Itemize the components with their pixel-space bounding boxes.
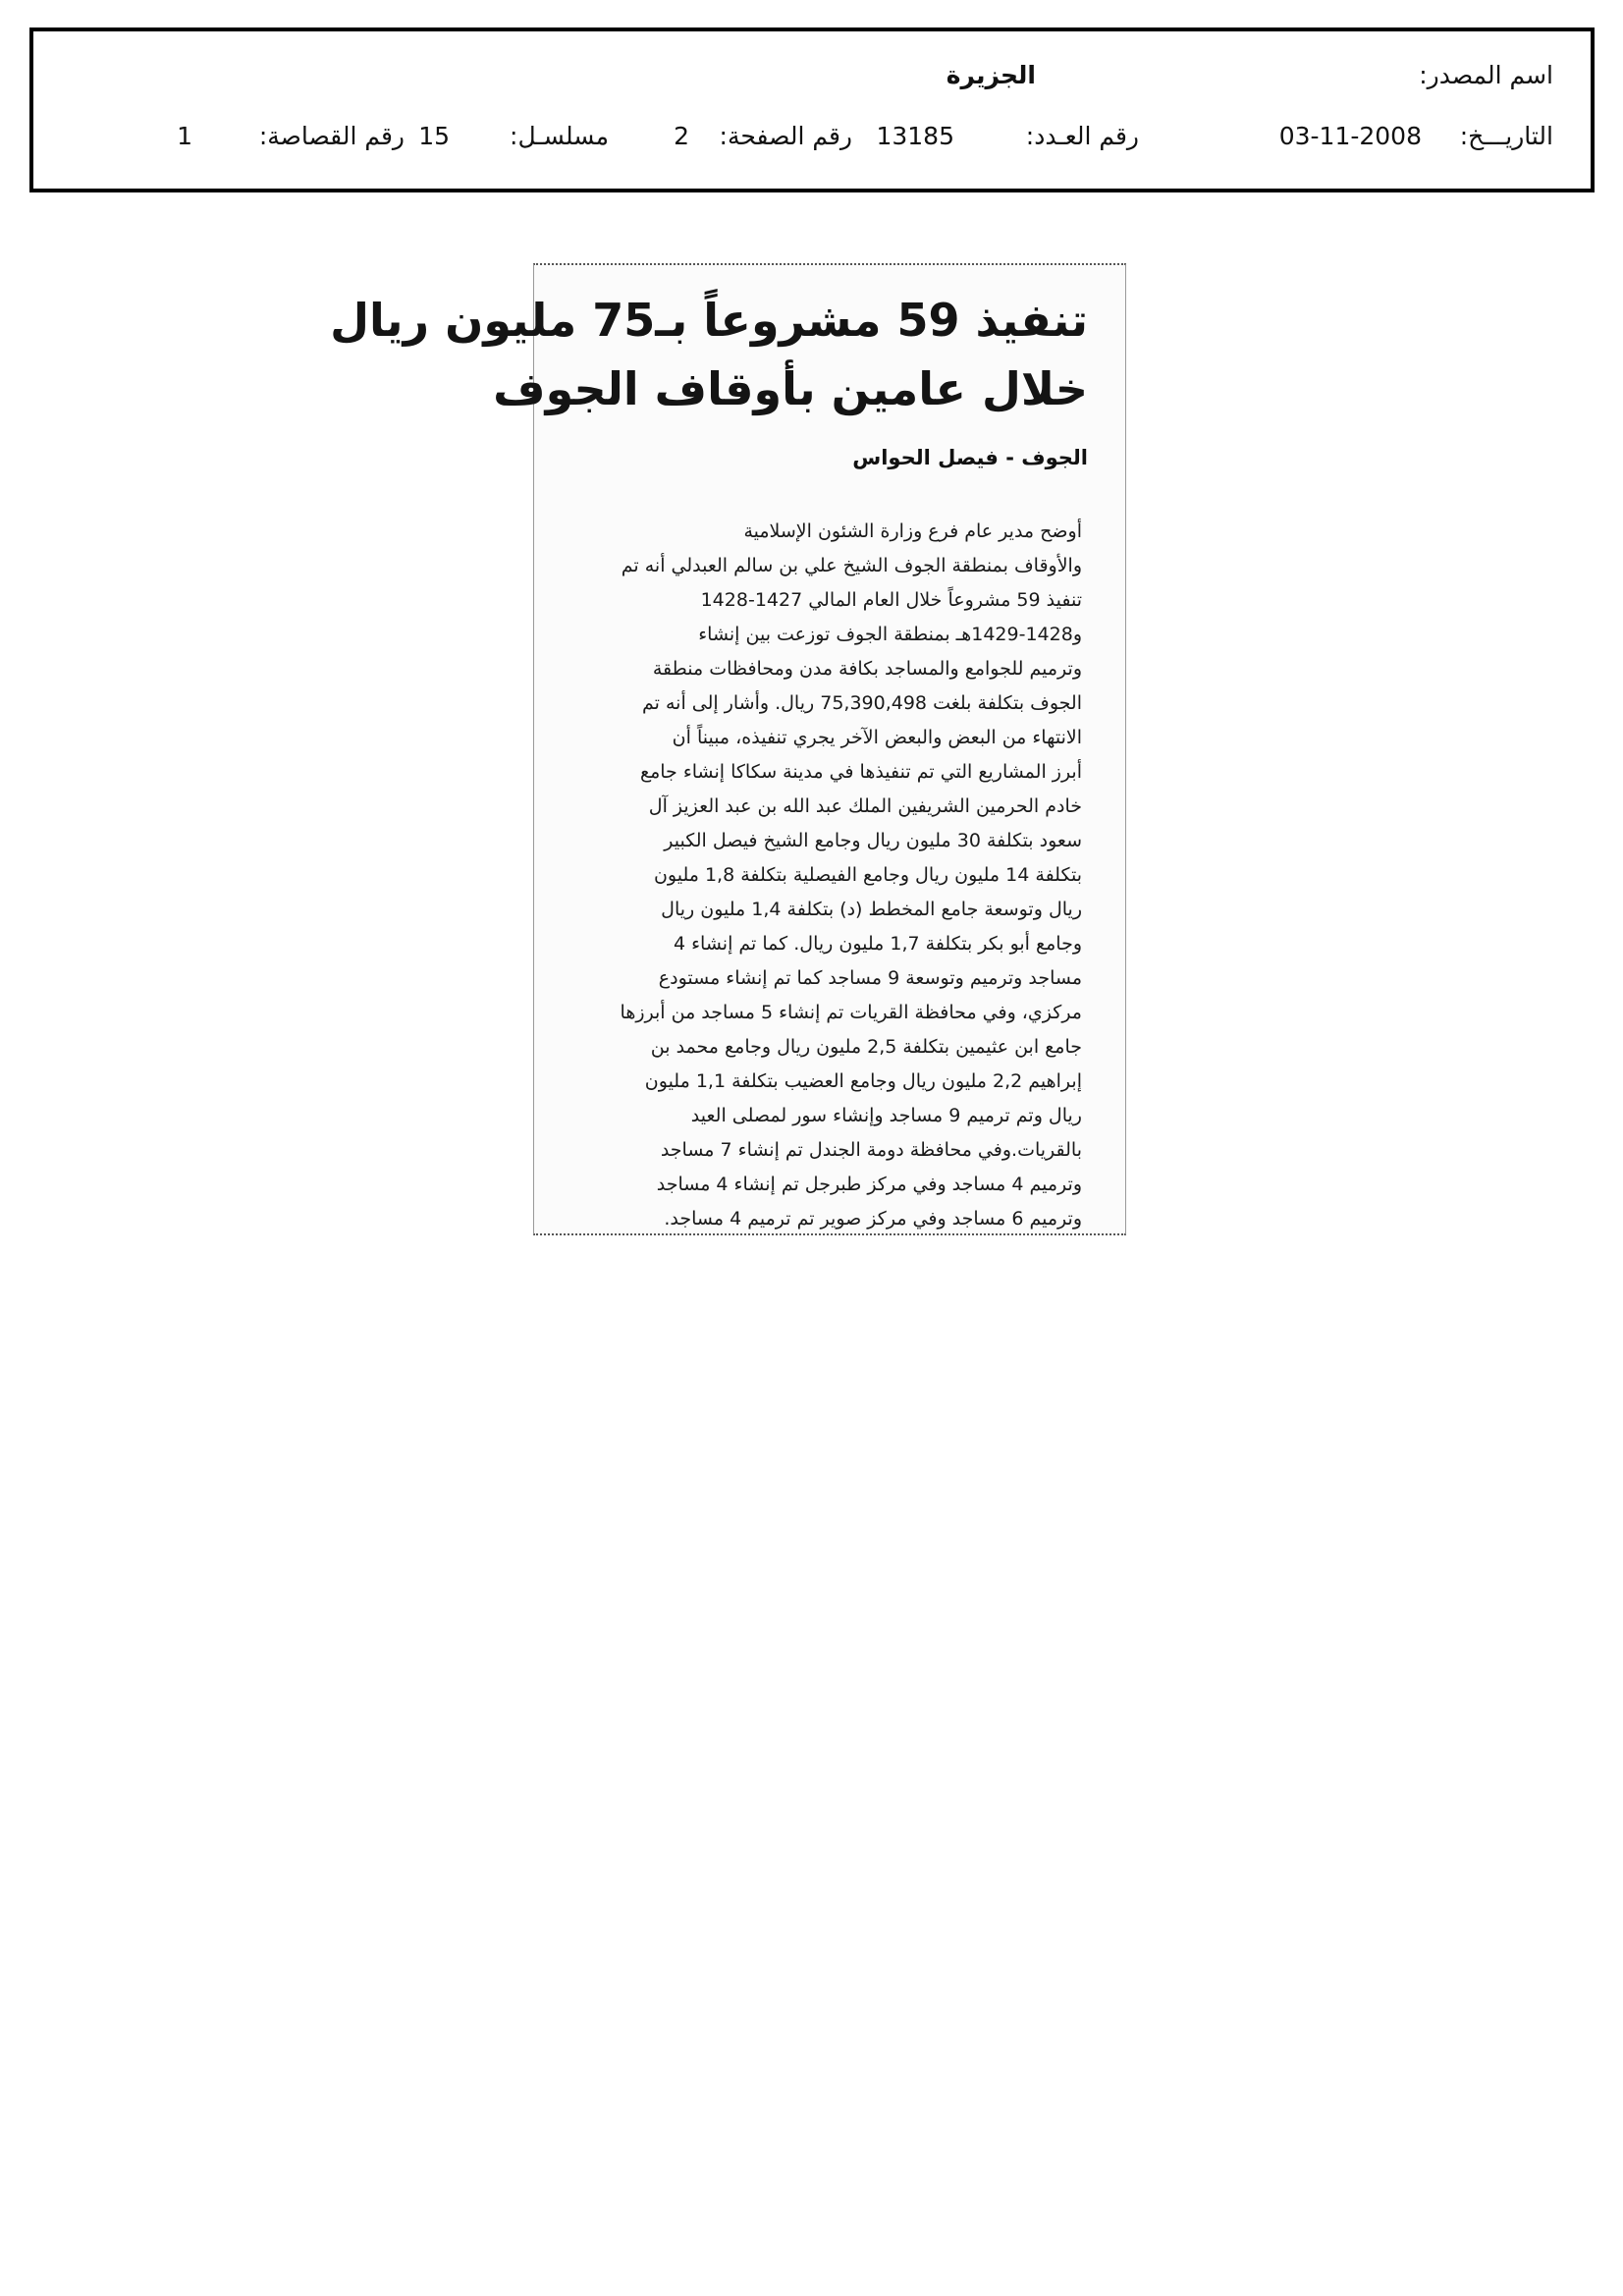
article-line: بتكلفة 14 مليون ريال وجامع الفيصلية بتكلفة 1,8 مليون [653, 864, 1082, 886]
article-line: خادم الحرمين الشريفين الملك عبد الله بن عبد العزيز آل [648, 795, 1082, 817]
article-line: أوضح مدير عام فرع وزارة الشئون الإسلامية [743, 520, 1082, 542]
source-label: اسم المصدر: [1419, 61, 1553, 89]
article-line: والأوقاف بمنطقة الجوف الشيخ علي بن سالم العبدلي أنه تم [621, 555, 1082, 576]
article-line: وترميم للجوامع والمساجد بكافة مدن ومحافظات منطقة [652, 658, 1082, 680]
article-body [571, 515, 1082, 1236]
article-line: سعود بتكلفة 30 مليون ريال وجامع الشيخ فيصل الكبير [664, 830, 1082, 851]
page-number-value: 2 [674, 122, 689, 150]
page-number-label: رقم الصفحة: [719, 122, 852, 150]
serial-label: مسلسـل: [510, 122, 609, 150]
article-line: مساجد وترميم وتوسعة 9 مساجد كما تم إنشاء مستودع [658, 967, 1082, 989]
byline: الجوف - فيصل الحواس [852, 446, 1088, 469]
article-line: ريال وتم ترميم 9 مساجد وإنشاء سور لمصلى العيد [690, 1105, 1082, 1126]
article-line: أبرز المشاريع التي تم تنفيذها في مدينة سكاكا إنشاء جامع [639, 761, 1082, 783]
date-label: التاريـــخ: [1459, 122, 1553, 150]
headline-line-2: خلال عامين بأوقاف الجوف [493, 362, 1088, 415]
date-value: 03-11-2008 [1278, 122, 1422, 150]
article-line: إبراهيم 2,2 مليون ريال وجامع العضيب بتكلفة 1,1 مليون [644, 1070, 1082, 1092]
serial-value: 15 [418, 122, 450, 150]
headline-line-1: تنفيذ 59 مشروعاً بـ75 مليون ريال [330, 294, 1088, 347]
article-line: وجامع أبو بكر بتكلفة 1,7 مليون ريال. كما تم إنشاء 4 [673, 933, 1082, 955]
article-line: الانتهاء من البعض والبعض الآخر يجري تنفيذه، مبيناً أن [672, 727, 1082, 748]
article-line: وترميم 4 مساجد وفي مركز طبرجل تم إنشاء 4 مساجد [656, 1174, 1082, 1195]
newspaper-clipping [330, 263, 1126, 1235]
article-line: تنفيذ 59 مشروعاً خلال العام المالي 1427-1428 [700, 589, 1082, 611]
article-line: بالقريات.وفي محافظة دومة الجندل تم إنشاء 7 مساجد [660, 1139, 1082, 1161]
article-line: الجوف بتكلفة بلغت 75,390,498 ريال. وأشار إلى أنه تم [642, 692, 1082, 714]
article-line: و1428-1429هـ بمنطقة الجوف توزعت بين إنشاء [698, 624, 1082, 645]
article-line: وترميم 6 مساجد وفي مركز صوير تم ترميم 4 مساجد. [664, 1208, 1082, 1230]
clipping-number-value: 1 [177, 122, 192, 150]
issue-value: 13185 [876, 122, 954, 150]
article-line: جامع ابن عثيمين بتكلفة 2,5 مليون ريال وجامع محمد بن [650, 1036, 1082, 1058]
clipping-number-label: رقم القصاصة: [258, 122, 405, 150]
article-line: ريال وتوسعة جامع المخطط (د) بتكلفة 1,4 مليون ريال [661, 899, 1082, 920]
source-metadata-box [29, 27, 1595, 192]
issue-label: رقم العـدد: [1025, 122, 1139, 150]
article-line: مركزي، وفي محافظة القريات تم إنشاء 5 مساجد من أبرزها [620, 1002, 1082, 1023]
source-value: الجزيرة [946, 61, 1036, 89]
